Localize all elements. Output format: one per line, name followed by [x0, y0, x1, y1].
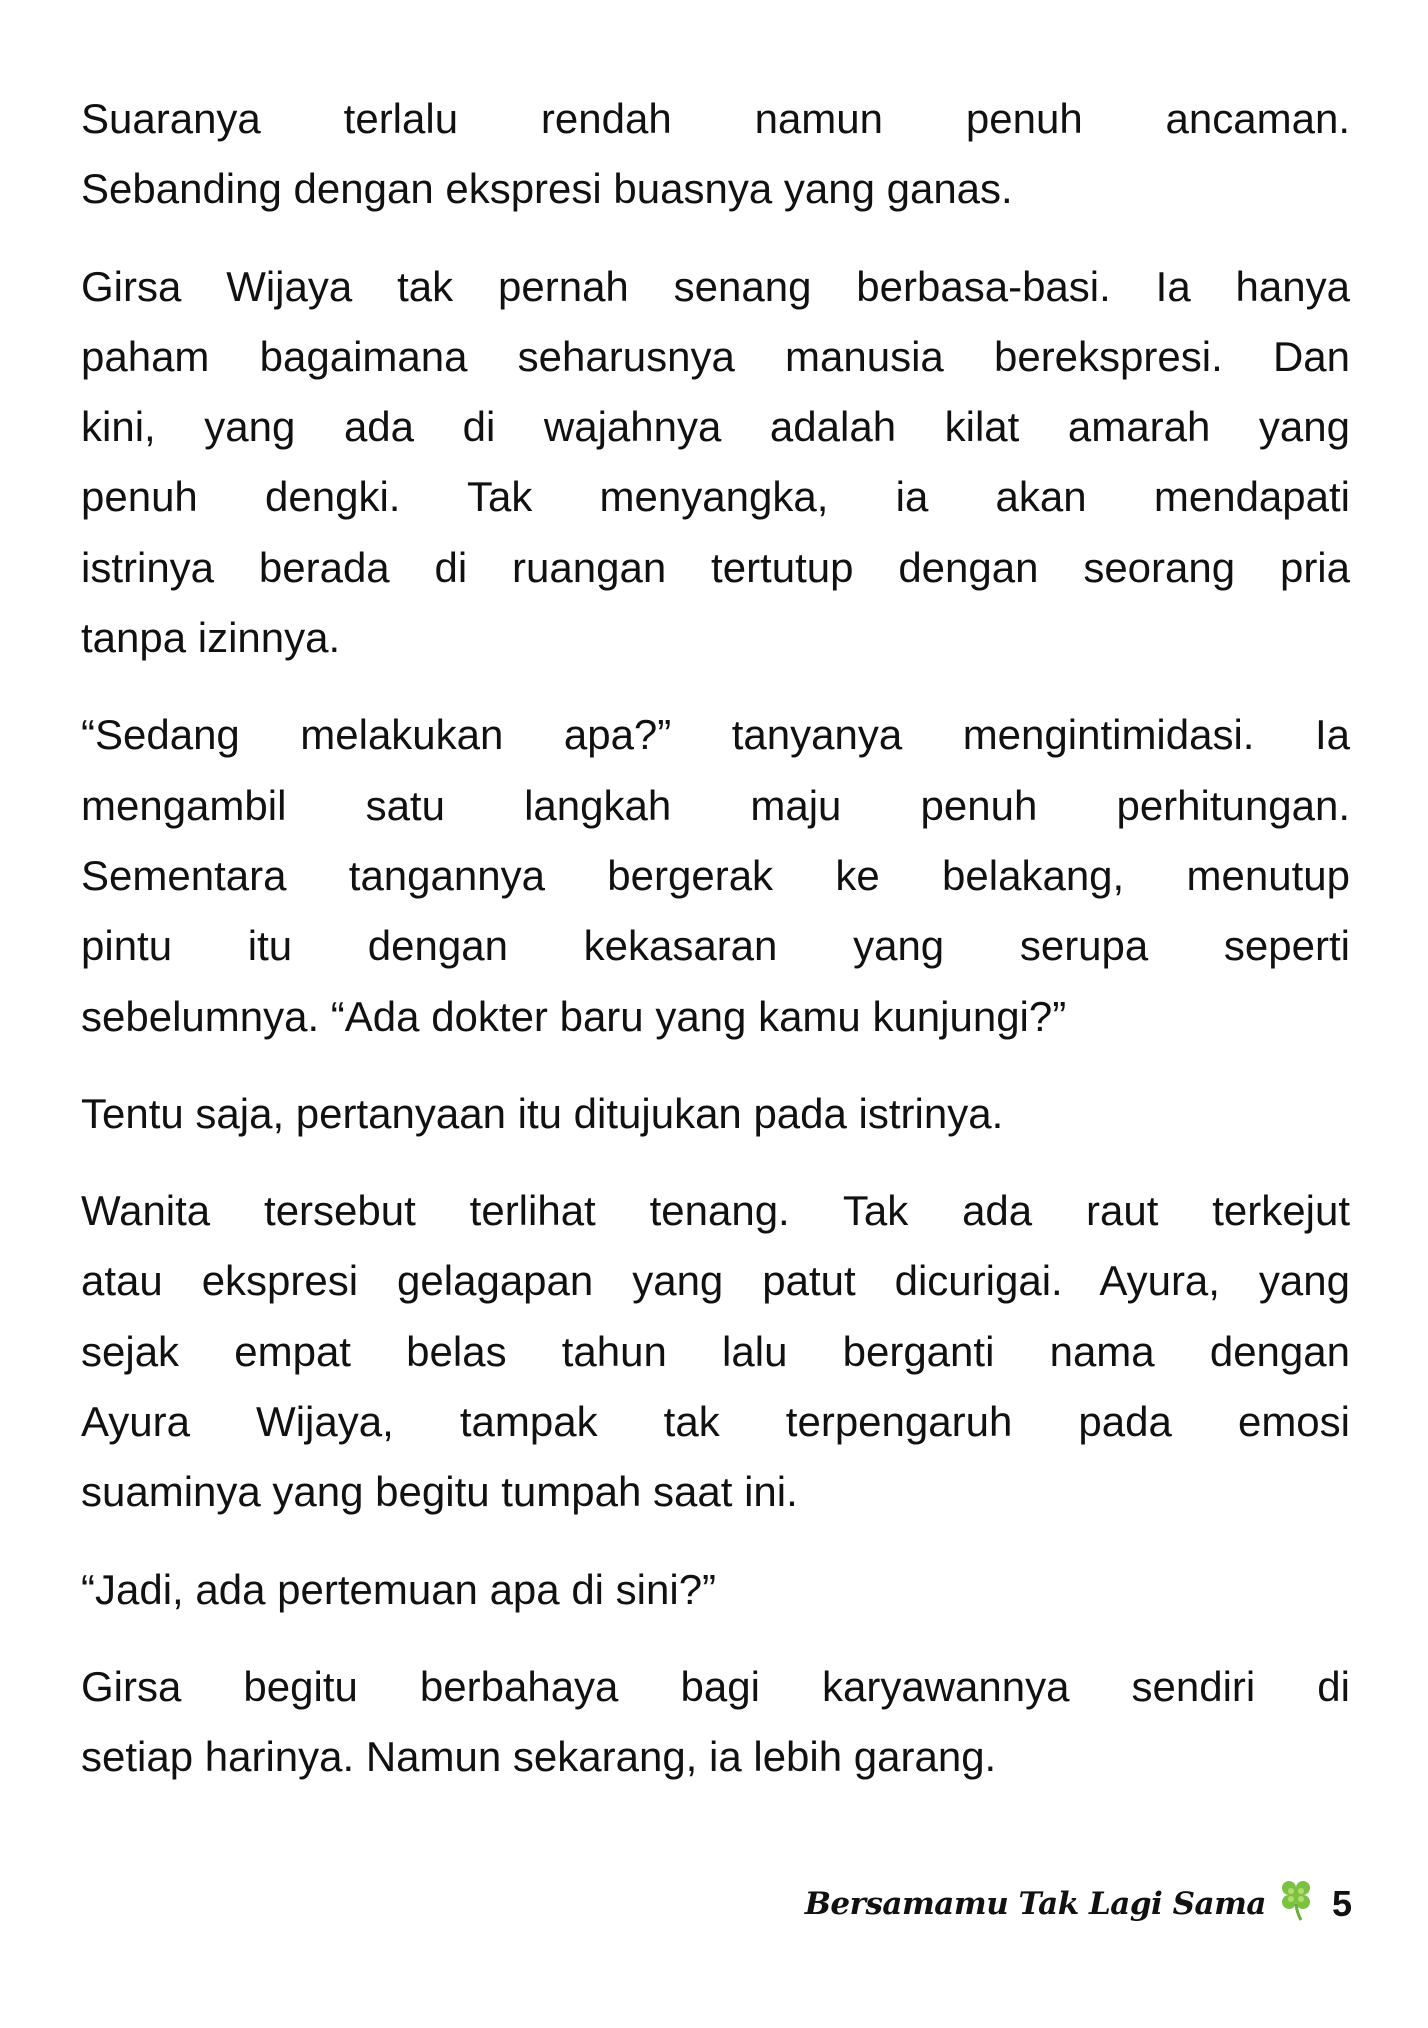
four-leaf-clover-icon: [1278, 1880, 1314, 1927]
page-body: [81, 84, 1350, 1820]
page-footer: [805, 1880, 1352, 1927]
text-line: sejak empat belas tahun lalu berganti nama dengan: [81, 1327, 1350, 1375]
text-line: kini, yang ada di wajahnya adalah kilat amarah yang: [81, 403, 1350, 451]
text-line: Sementara tangannya bergerak ke belakang, menutup: [81, 851, 1350, 899]
paragraph: [81, 1079, 1350, 1149]
text-line: atau ekspresi gelagapan yang patut dicurigai. Ayura, yang: [81, 1257, 1350, 1305]
text-line: Tentu saja, pertanyaan itu ditujukan pada istrinya.: [81, 1089, 1004, 1137]
paragraph: [81, 1555, 1350, 1625]
text-line: pintu itu dengan kekasaran yang serupa seperti: [81, 922, 1350, 970]
text-line: Sebanding dengan ekspresi buasnya yang ganas.: [81, 165, 1013, 213]
text-line: “Sedang melakukan apa?” tanyanya mengintimidasi. Ia: [81, 711, 1350, 759]
paragraph: [81, 84, 1350, 225]
page-number: 5: [1331, 1882, 1352, 1924]
text-line: Suaranya terlalu rendah namun penuh ancaman.: [81, 95, 1350, 142]
paragraph: [81, 1176, 1350, 1527]
text-line: istrinya berada di ruangan tertutup dengan seorang pria: [81, 543, 1350, 591]
book-title: Bersamamu Tak Lagi Sama: [804, 1885, 1266, 1922]
paragraph: [81, 700, 1350, 1051]
text-line: Ayura Wijaya, tampak tak terpengaruh pada emosi: [81, 1398, 1350, 1446]
text-line: sebelumnya. “Ada dokter baru yang kamu kunjungi?”: [81, 992, 1067, 1040]
text-line: mengambil satu langkah maju penuh perhitungan.: [81, 781, 1350, 829]
text-line: setiap harinya. Namun sekarang, ia lebih garang.: [81, 1733, 997, 1781]
text-line: “Jadi, ada pertemuan apa di sini?”: [81, 1565, 717, 1613]
text-line: tanpa izinnya.: [81, 614, 341, 662]
text-line: penuh dengki. Tak menyangka, ia akan mendapati: [81, 473, 1350, 521]
text-line: Wanita tersebut terlihat tenang. Tak ada raut terkejut: [81, 1187, 1350, 1235]
text-line: suaminya yang begitu tumpah saat ini.: [81, 1468, 798, 1516]
paragraph: [81, 252, 1350, 674]
paragraph: [81, 1652, 1350, 1793]
text-line: paham bagaimana seharusnya manusia berekspresi. Dan: [81, 332, 1350, 380]
text-line: Girsa begitu berbahaya bagi karyawannya sendiri di: [81, 1662, 1350, 1710]
text-line: Girsa Wijaya tak pernah senang berbasa-basi. Ia hanya: [81, 262, 1350, 310]
